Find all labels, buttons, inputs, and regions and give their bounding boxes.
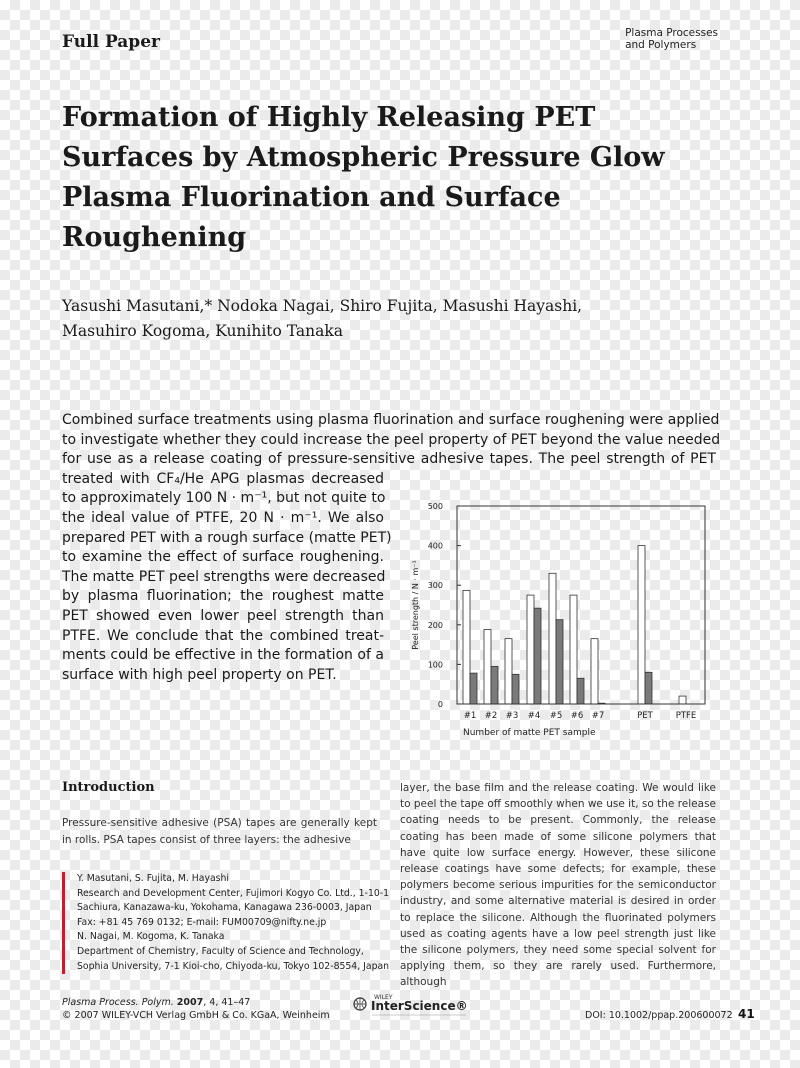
copyright: © 2007 WILEY-VCH Verlag GmbH & Co. KGaA, Weinheim bbox=[62, 1010, 330, 1021]
x-tick-label: PTFE bbox=[675, 711, 697, 721]
peel-strength-chart bbox=[405, 494, 715, 744]
bar-ptfe-series-1 bbox=[679, 696, 686, 704]
abstract-line: surface with high peel property on PET. bbox=[62, 666, 337, 683]
abstract-line: to approximately 100 N · m⁻¹, but not quite to bbox=[62, 490, 386, 507]
bar-pet-series-2 bbox=[645, 672, 652, 704]
citation-volume-pages: , 4, 41–47 bbox=[203, 997, 251, 1008]
citation-journal: Plasma Process. Polym. bbox=[62, 997, 174, 1008]
bar-pet-series-1 bbox=[638, 546, 645, 704]
doi: DOI: 10.1002/ppap.200600072 bbox=[585, 1010, 733, 1021]
x-tick-label: #3 bbox=[505, 711, 519, 721]
x-tick-label: #7 bbox=[591, 711, 605, 721]
y-tick-label: 400 bbox=[427, 541, 443, 551]
authors-line: Masuhiro Kogoma, Kunihito Tanaka bbox=[62, 322, 344, 340]
affiliation-line: N. Nagai, M. Kogoma, K. Tanaka bbox=[77, 931, 225, 943]
x-tick-label: #4 bbox=[527, 711, 541, 721]
journal-name-line1: Plasma Processes bbox=[625, 27, 718, 39]
bar-sample-2-series-1 bbox=[484, 630, 491, 704]
bar-sample-6-series-2 bbox=[577, 678, 584, 704]
abstract-line: by plasma fluorination; the roughest matte bbox=[62, 588, 384, 605]
abstract-line: ments could be effective in the formation of a bbox=[62, 647, 384, 664]
title-line: Surfaces by Atmospheric Pressure Glow bbox=[62, 142, 665, 173]
bar-sample-1-series-2 bbox=[470, 673, 477, 704]
logo-top-text: WILEY bbox=[374, 994, 393, 1001]
bar-sample-2-series-2 bbox=[491, 666, 498, 704]
introduction-right-column: layer, the base film and the release coating. We would like to peel the tape off smoothly when we use it, so the release coating needs to be present. Commonly, the release coating has been made of some silicone polymers that have quite low surface energy. However, these silicone release coatings have some defects; for example, these polymers become serious impurities for the semiconductor industry, and some alternative material is desired in order to replace the silicone. Although the fluorinated polymers used as coating agents have a low peel strength just like the silicone polymers, they need some special solvent for applying them, so they are rarely used. Furthermore, although bbox=[400, 782, 716, 989]
bar-sample-3-series-1 bbox=[505, 639, 512, 704]
bar-sample-5-series-1 bbox=[549, 573, 556, 704]
journal-name-line2: and Polymers bbox=[625, 39, 697, 51]
affiliation-line: Y. Masutani, S. Fujita, M. Hayashi bbox=[77, 873, 229, 884]
y-tick-label: 300 bbox=[427, 581, 443, 591]
authors-line: Yasushi Masutani,* Nodoka Nagai, Shiro Fujita, Masushi Hayashi, bbox=[62, 297, 583, 315]
title-line: Plasma Fluorination and Surface bbox=[62, 182, 561, 213]
journal-name bbox=[625, 27, 718, 51]
bar-sample-4-series-2 bbox=[534, 608, 541, 704]
y-tick-label: 200 bbox=[427, 620, 443, 630]
x-axis-label: Number of matte PET sample bbox=[463, 728, 596, 738]
paper-title bbox=[62, 98, 722, 258]
x-tick-label: PET bbox=[637, 711, 653, 721]
affiliation-line: Department of Chemistry, Faculty of Science and Technology, bbox=[77, 945, 364, 957]
y-tick-label: 100 bbox=[427, 660, 443, 670]
bar-sample-6-series-1 bbox=[570, 595, 577, 704]
x-tick-label: #6 bbox=[570, 711, 584, 721]
x-tick-label: #5 bbox=[549, 711, 563, 721]
interscience-logo bbox=[350, 990, 470, 1022]
affiliation-line: Sachiura, Kanazawa-ku, Yokohama, Kanagawa 236-0003, Japan bbox=[77, 902, 372, 914]
introduction-heading: Introduction bbox=[62, 780, 155, 795]
affiliation-line: Sophia University, 7-1 Kioi-cho, Chiyoda-ku, Tokyo 102-8554, Japan bbox=[77, 960, 390, 972]
citation-year: 2007 bbox=[176, 997, 204, 1008]
affiliation-line: Research and Development Center, Fujimori Kogyo Co. Ltd., 1-10-1 bbox=[77, 887, 390, 899]
title-line: Formation of Highly Releasing PET bbox=[62, 102, 596, 133]
abstract-line: to investigate whether they could increase the peel property of PET beyond the value needed bbox=[62, 431, 721, 448]
abstract-line: The matte PET peel strengths were decreased bbox=[62, 568, 386, 585]
y-axis-label: Peel strength / N · m⁻¹ bbox=[411, 560, 420, 650]
abstract-line: prepared PET with a rough surface (matte PET) bbox=[62, 529, 392, 546]
author-list bbox=[62, 294, 722, 344]
logo-main-text: InterScience® bbox=[371, 999, 468, 1013]
y-tick-label: 500 bbox=[427, 502, 443, 511]
abstract-line: PET showed even lower peel strength than bbox=[62, 608, 384, 624]
section-label: Full Paper bbox=[62, 32, 160, 52]
x-tick-label: #2 bbox=[484, 711, 498, 721]
bar-sample-5-series-2 bbox=[556, 620, 563, 704]
x-tick-label: #1 bbox=[463, 711, 477, 721]
bar-sample-3-series-2 bbox=[512, 674, 519, 704]
bar-sample-1-series-1 bbox=[463, 590, 470, 704]
bar-sample-7-series-1 bbox=[591, 639, 598, 704]
page-number: 41 bbox=[738, 1007, 755, 1021]
y-tick-label: 0 bbox=[437, 700, 443, 709]
abstract-line: the ideal value of PTFE, 20 N · m⁻¹. We also bbox=[62, 510, 384, 526]
abstract-line: for use as a release coating of pressure-sensitive adhesive tapes. The peel strength of PET bbox=[62, 451, 716, 468]
abstract-line: PTFE. We conclude that the combined treat- bbox=[62, 627, 384, 644]
citation bbox=[62, 996, 250, 1009]
abstract-line: treated with CF₄/He APG plasmas decreased bbox=[62, 470, 384, 487]
title-line: Roughening bbox=[62, 222, 247, 253]
abstract-line: to examine the effect of surface roughening. bbox=[62, 549, 384, 566]
abstract-line: Combined surface treatments using plasma fluorination and surface roughening were applied bbox=[62, 412, 720, 428]
bar-sample-4-series-1 bbox=[527, 595, 534, 704]
introduction-left-column: Pressure-sensitive adhesive (PSA) tapes are generally kept in rolls. PSA tapes consist of three layers: the adhesive bbox=[62, 817, 377, 846]
author-affiliations bbox=[62, 872, 390, 974]
affiliation-line: Fax: +81 45 769 0132; E-mail: FUM00709@nifty.ne.jp bbox=[77, 916, 327, 928]
